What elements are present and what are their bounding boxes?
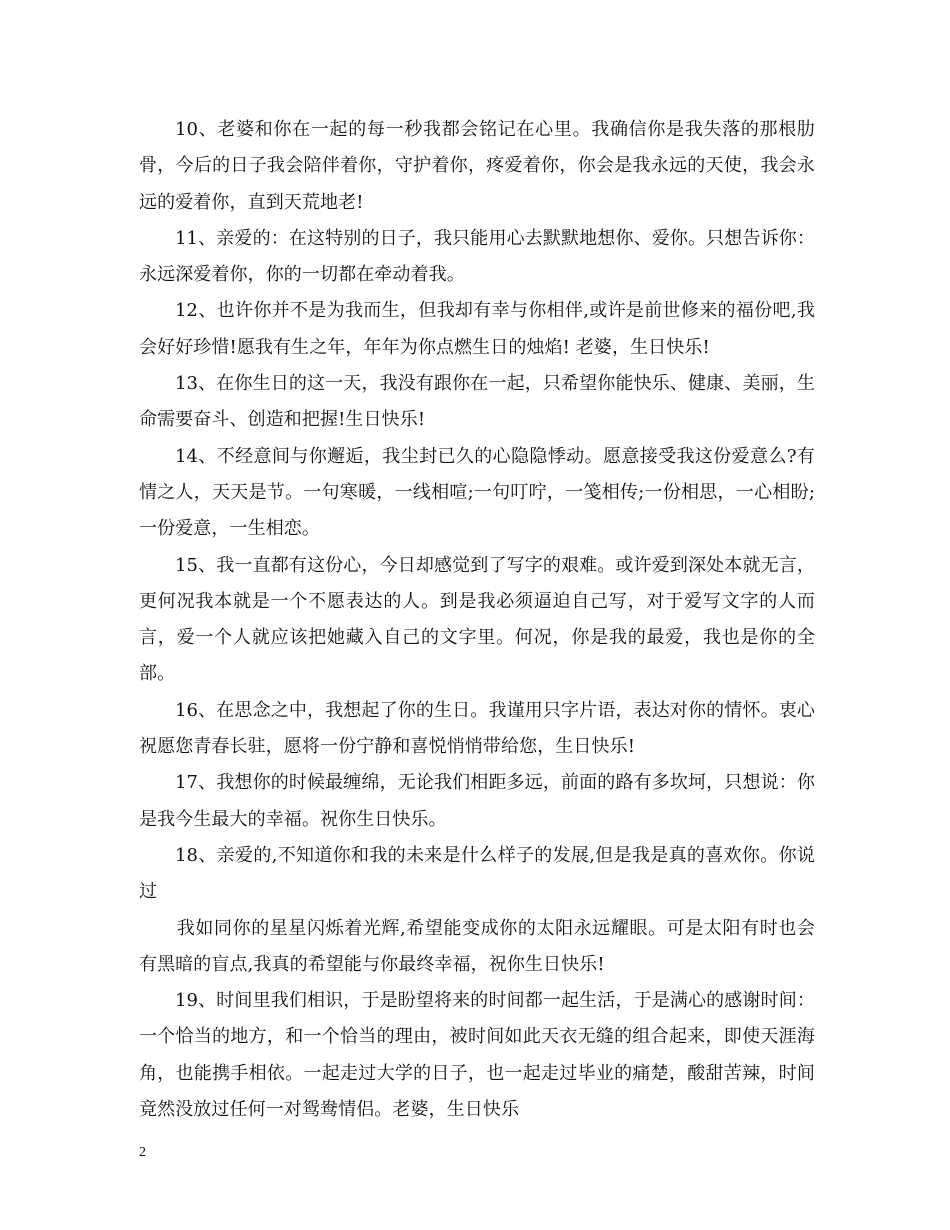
paragraph-10: 10、老婆和你在一起的每一秒我都会铭记在心里。我确信你是我失落的那根肋骨，今后的日子我会陪伴着你，守护着你，疼爱着你，你会是我永远的天使，我会永远的爱着你，直到天荒地老! bbox=[139, 119, 815, 213]
paragraph-11: 11、亲爱的：在这特别的日子，我只能用心去默默地想你、爱你。只想告诉你：永远深爱着你，你的一切都在牵动着我。 bbox=[139, 227, 815, 286]
paragraph-18-continued: 我如同你的星星闪烁着光辉,希望能变成你的太阳永远耀眼。可是太阳有时也会有黑暗的盲点,我真的希望能与你最终幸福，祝你生日快乐! bbox=[139, 917, 815, 975]
paragraph-14: 14、不经意间与你邂逅，我尘封已久的心隐隐悸动。愿意接受我这份爱意么?有情之人，天天是节。一句寒暖，一线相喧;一句叮咛，一笺相传;一份相思，一心相盼;一份爱意，一生相恋。 bbox=[139, 445, 815, 540]
paragraph-18: 18、亲爱的,不知道你和我的未来是什么样子的发展,但是我是真的喜欢你。你说过 bbox=[139, 844, 815, 903]
paragraph-13: 13、在你生日的这一天，我没有跟你在一起，只希望你能快乐、健康、美丽，生命需要奋斗、创造和把握!生日快乐! bbox=[139, 373, 815, 431]
paragraph-17: 17、我想你的时候最缠绵，无论我们相距多远，前面的路有多坎坷，只想说：你是我今生最大的幸福。祝你生日快乐。 bbox=[139, 772, 815, 830]
paragraph-16: 16、在思念之中，我想起了你的生日。我谨用只字片语，表达对你的情怀。衷心祝愿您青春长驻，愿将一份宁静和喜悦悄悄带给您，生日快乐! bbox=[139, 699, 815, 758]
page-number: 2 bbox=[139, 1145, 146, 1160]
paragraph-15: 15、我一直都有这份心，今日却感觉到了写字的艰难。或许爱到深处本就无言，更何况我本就是一个不愿表达的人。到是我必须逼迫自己写，对于爱写文字的人而言，爱一个人就应该把她藏入自己的文字里。何况，你是我的最爱，我也是你的全部。 bbox=[139, 554, 815, 685]
document-body bbox=[139, 112, 815, 1128]
paragraph-12: 12、也许你并不是为我而生，但我却有幸与你相伴,或许是前世修来的福份吧,我会好好珍惜!愿我有生之年，年年为你点燃生日的烛焰! 老婆，生日快乐! bbox=[139, 300, 815, 358]
paragraph-19: 19、时间里我们相识，于是盼望将来的时间都一起生活，于是满心的感谢时间：一个恰当的地方，和一个恰当的理由，被时间如此天衣无缝的组合起来，即使天涯海角，也能携手相依。一起走过大学的日子，也一起走过毕业的痛楚，酸甜苦辣，时间竟然没放过任何一对鸳鸯情侣。老婆，生日快乐 bbox=[139, 990, 815, 1121]
